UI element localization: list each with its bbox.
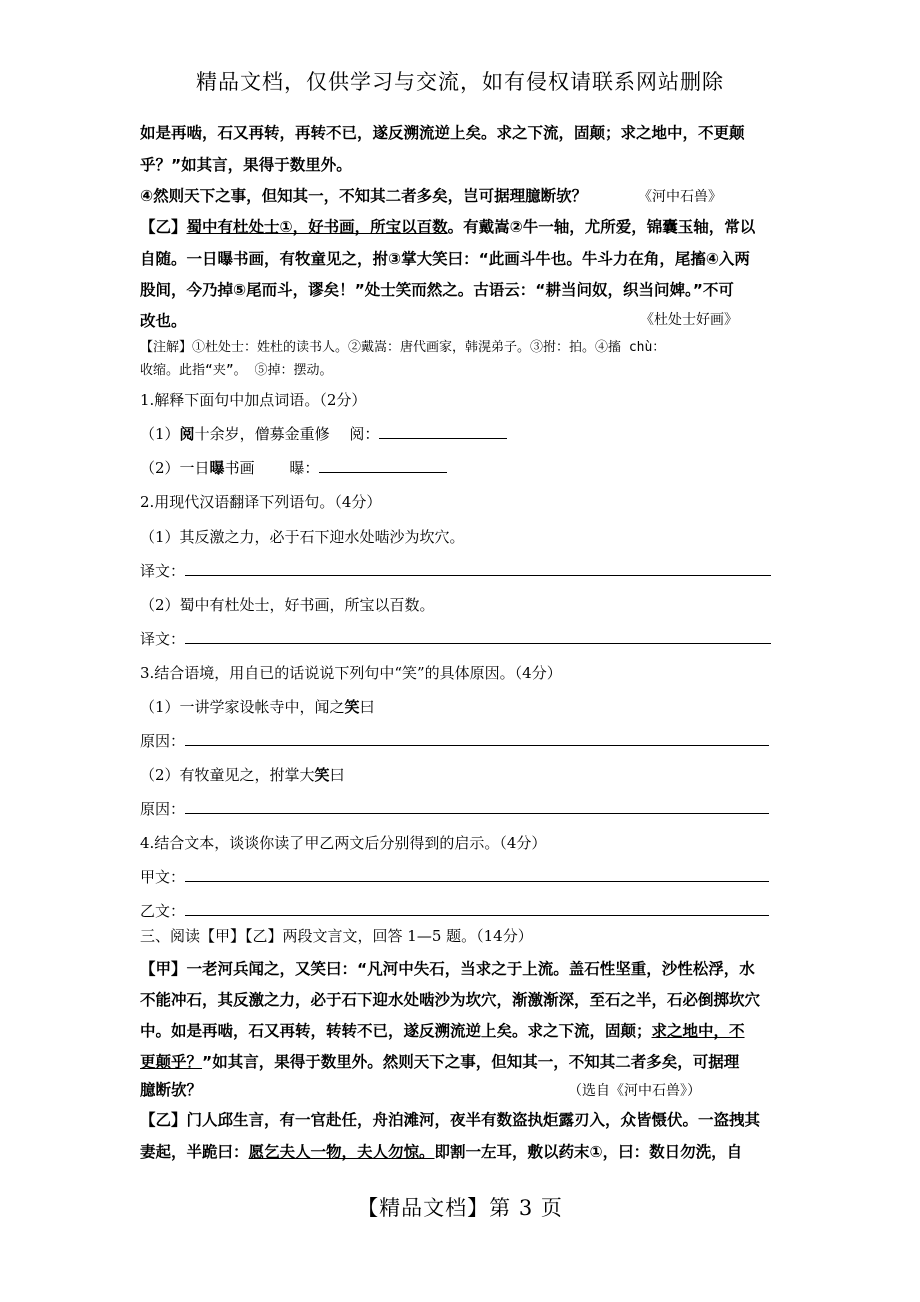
- source-citation: 《河中石兽》: [638, 189, 722, 205]
- sub-question-text: （2）一日: [140, 459, 210, 477]
- passage-text: 中。如是再啮，石又再转，转转不已，遂反溯流逆上矣。求之下流，固颠；: [140, 1022, 652, 1040]
- passage-line: [140, 1050, 782, 1072]
- question-3: 3.结合语境，用自已的话说说下列句中“笑”的具体原因。（4分）: [140, 664, 562, 682]
- question-1: 1.解释下面句中加点词语。（2分）: [140, 391, 367, 409]
- answer-label: 原因：: [140, 732, 186, 750]
- page-header: 精品文档，仅供学习与交流，如有侵权请联系网站删除: [196, 70, 724, 94]
- passage-text: 妻起，半跪曰：: [140, 1143, 249, 1161]
- answer-line: [140, 628, 782, 649]
- sub-question-text: （2）有牧童见之，拊掌大: [140, 766, 315, 784]
- sub-question-text: 十余岁，僧募金重修 阅：: [194, 425, 380, 443]
- answer-blank[interactable]: [185, 629, 771, 644]
- dotted-word: 曝: [209, 459, 225, 477]
- question-1-2: [140, 457, 782, 478]
- passage-text: 。有戴嵩②牛一轴，尤所爱，锦囊玉轴，常以: [447, 218, 756, 236]
- passage-line: [140, 215, 782, 237]
- passage-line: [140, 1140, 782, 1162]
- question-4: 4.结合文本，谈谈你读了甲乙两文后分别得到的启示。（4分）: [140, 834, 547, 852]
- notes-line: 收缩。此指“夹”。 ⑤掉：摆动。: [140, 363, 333, 378]
- underlined-phrase: 求之地中，不: [651, 1022, 745, 1040]
- answer-line: [140, 798, 782, 819]
- dotted-word: 阅: [179, 425, 195, 443]
- underlined-phrase: 愿乞夫人一物，夫人勿惊。: [248, 1143, 435, 1161]
- answer-label: 译文：: [140, 630, 186, 648]
- underlined-phrase: 更颠乎？: [140, 1053, 203, 1071]
- sub-question-text: 曰: [359, 698, 375, 716]
- passage-line: 不能冲石，其反激之力，必于石下迎水处啮沙为坎穴，渐激渐深，至石之半，石必倒掷坎穴: [140, 991, 761, 1009]
- question-3-1: [140, 696, 782, 717]
- question-2-2: （2）蜀中有杜处士，好书画，所宝以百数。: [140, 596, 435, 614]
- passage-line: ④然则天下之事，但知其一，不知其二者多矣，岂可据理臆断欤？: [140, 187, 588, 205]
- answer-line: [140, 900, 782, 921]
- sub-question-text: 曰: [329, 766, 345, 784]
- notes-line: 【注解】①杜处士：姓杜的读书人。②戴嵩：唐代画家，韩滉弟子。③拊：拍。④搐 chù：: [140, 340, 666, 355]
- answer-blank[interactable]: [379, 424, 507, 439]
- passage-text: 即割一左耳，敷以药末①，曰：数日勿洗，自: [434, 1143, 743, 1161]
- sub-question-text: （1）一讲学家设帐寺中，闻之: [140, 698, 345, 716]
- passage-line: 【甲】一老河兵闻之，又笑曰：“凡河中失石，当求之于上流。盖石性坚重，沙性松浮，水: [140, 960, 755, 978]
- passage-line: 自随。一日曝书画，有牧童见之，拊③掌大笑曰：“此画斗牛也。牛斗力在角，尾搐④入两: [140, 250, 750, 268]
- page-footer: 【精品文档】第 3 页: [357, 1196, 563, 1220]
- answer-line: [140, 560, 782, 581]
- passage-line: 臆断欤？: [140, 1081, 203, 1099]
- answer-label: 原因：: [140, 800, 186, 818]
- answer-blank[interactable]: [185, 867, 769, 882]
- source-citation: （选自《河中石兽》）: [568, 1083, 701, 1099]
- question-2-1: （1）其反激之力，必于石下迎水处啮沙为坎穴。: [140, 528, 465, 546]
- passage-line: 如是再啮，石又再转，再转不已，遂反溯流逆上矣。求之下流，固颠；求之地中，不更颠: [140, 124, 745, 142]
- question-3-2: [140, 764, 782, 785]
- passage-line: 股间，今乃掉⑤尾而斗，谬矣！”处士笑而然之。古语云：“耕当问奴，织当问婢。”不可: [140, 281, 734, 299]
- answer-blank[interactable]: [319, 458, 447, 473]
- answer-label: 乙文：: [140, 902, 186, 920]
- dotted-word: 笑: [314, 766, 330, 784]
- passage-line: [140, 1019, 782, 1041]
- source-citation: 《杜处士好画》: [640, 312, 738, 328]
- answer-line: [140, 866, 782, 887]
- underlined-phrase: 蜀中有杜处士①，好书画，所宝以百数: [186, 218, 448, 236]
- passage-line: 乎？”如其言，果得于数里外。: [140, 156, 352, 174]
- answer-line: [140, 730, 782, 751]
- sub-question-text: （1）: [140, 425, 180, 443]
- answer-blank[interactable]: [185, 901, 769, 916]
- answer-blank[interactable]: [185, 561, 771, 576]
- dotted-word: 笑: [344, 698, 360, 716]
- passage-tag: 【乙】: [140, 218, 187, 236]
- question-2: 2.用现代汉语翻译下列语句。（4分）: [140, 493, 382, 511]
- question-1-1: [140, 423, 782, 444]
- answer-blank[interactable]: [185, 731, 769, 746]
- answer-label: 译文：: [140, 562, 186, 580]
- sub-question-text: 书画 曝：: [224, 459, 320, 477]
- passage-line: 改也。: [140, 312, 187, 330]
- answer-blank[interactable]: [185, 799, 769, 814]
- answer-label: 甲文：: [140, 868, 186, 886]
- passage-text: ”如其言，果得于数里外。然则天下之事，但知其一，不知其二者多矣，可据理: [202, 1053, 740, 1071]
- passage-line: 【乙】门人邱生言，有一官赴任，舟泊滩河，夜半有数盗执炬露刃入，众皆慑伏。一盗拽其: [140, 1111, 761, 1129]
- section-title: 三、阅读【甲】【乙】两段文言文，回答 1—5 题。（14分）: [140, 927, 533, 945]
